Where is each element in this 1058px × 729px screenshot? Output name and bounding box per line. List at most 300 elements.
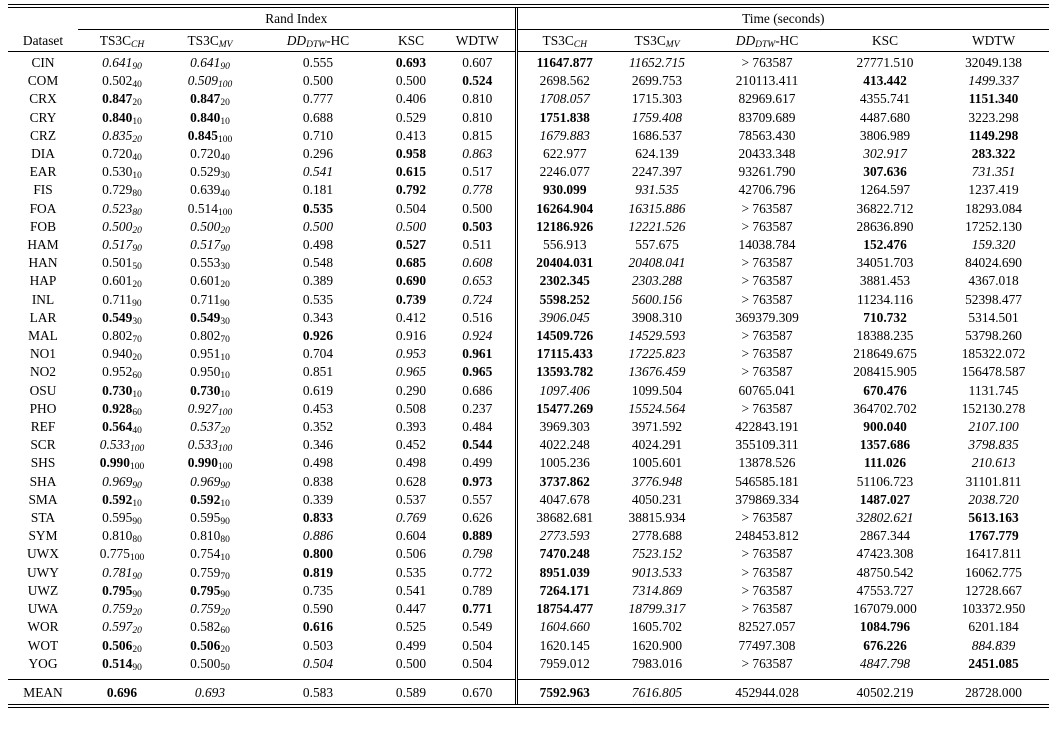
rand-index-cell: $0.720_{40}$	[190, 146, 230, 164]
time-cell: 17252.130	[965, 218, 1022, 234]
time-cell: 53798.260	[965, 328, 1022, 344]
time-cell: 7983.016	[631, 655, 683, 671]
time-cell: 42706.796	[738, 182, 796, 198]
rand-index-cell: 0.541	[395, 582, 427, 598]
dataset-name: UWZ	[27, 582, 59, 598]
time-cell: 13593.782	[516, 363, 612, 381]
time-cell: 931.535	[635, 182, 679, 198]
time-cell: 11647.877	[516, 52, 612, 73]
dataset-name: PHO	[29, 400, 57, 416]
dataset-name: CRY	[29, 109, 57, 125]
time-cell: 12728.667	[965, 582, 1022, 598]
rand-index-cell: 0.772	[462, 564, 493, 580]
rand-index-cell: $0.506_{20}$	[190, 637, 230, 655]
rand-index-cell: 0.590	[302, 601, 334, 617]
time-cell: 4050.231	[631, 491, 683, 507]
time-cell: > 763587	[741, 564, 793, 580]
dataset-name: MAL	[28, 328, 58, 344]
dataset-name: INL	[31, 291, 55, 307]
header-time-dd-dtw-hc: $DD_{DTW}-HC$	[735, 33, 799, 50]
time-cell: 302.917	[863, 146, 907, 162]
group-header-rand-index: Rand Index	[78, 8, 516, 30]
rand-index-cell: 0.296	[302, 146, 334, 162]
rand-index-cell: 0.838	[302, 473, 334, 489]
rand-index-cell: 0.863	[462, 146, 493, 162]
mean-cell: 7592.963	[516, 679, 612, 704]
time-cell: 307.636	[863, 164, 907, 180]
time-cell: 900.040	[863, 419, 907, 435]
time-cell: > 763587	[741, 273, 793, 289]
rand-index-cell: $0.641_{90}$	[190, 55, 230, 72]
dataset-name: NO1	[29, 346, 57, 362]
table-row	[8, 72, 1049, 90]
time-cell: 3969.303	[516, 418, 612, 436]
rand-index-cell: $0.537_{20}$	[190, 419, 230, 437]
rand-index-cell: 0.529	[395, 109, 427, 125]
rand-index-cell: $0.927_{100}$	[187, 400, 233, 418]
table-row	[8, 254, 1049, 272]
mean-row	[8, 679, 1049, 704]
rand-index-cell: 0.628	[395, 473, 427, 489]
rand-index-cell: 0.607	[462, 55, 493, 70]
rand-index-cell: 0.503	[462, 218, 493, 234]
rand-index-cell: 0.735	[302, 582, 334, 598]
rand-index-cell: 0.771	[462, 601, 493, 617]
rand-index-cell: 0.511	[462, 237, 493, 253]
time-cell: 355109.311	[735, 437, 799, 453]
mean-cell: 0.696	[106, 684, 138, 700]
rand-index-cell: $0.847_{20}$	[190, 91, 230, 109]
rand-index-cell: $0.845_{100}$	[187, 127, 233, 145]
time-cell: 13676.459	[628, 364, 686, 380]
table-row	[8, 600, 1049, 618]
time-cell: 1686.537	[631, 127, 683, 143]
time-cell: 16062.775	[965, 564, 1022, 580]
time-cell: 1357.686	[859, 437, 911, 453]
time-cell: > 763587	[741, 328, 793, 344]
rand-index-cell: 0.953	[395, 346, 427, 362]
rand-index-cell: 0.484	[462, 419, 493, 435]
table-row	[8, 655, 1049, 673]
time-cell: 4355.741	[859, 91, 911, 107]
time-cell: 18799.317	[628, 601, 686, 617]
rand-index-cell: 0.685	[395, 255, 427, 271]
table-row	[8, 272, 1049, 290]
time-cell: 1487.027	[859, 491, 911, 507]
rand-index-cell: 0.544	[462, 437, 493, 453]
time-cell: 3881.453	[859, 273, 911, 289]
rand-index-cell: $0.840_{10}$	[190, 109, 230, 127]
time-cell: 210113.411	[735, 73, 799, 89]
rand-index-cell: $0.501_{50}$	[102, 255, 142, 273]
rand-index-cell: 0.690	[395, 273, 427, 289]
time-cell: 210.613	[971, 455, 1016, 471]
table-row	[8, 236, 1049, 254]
dataset-name: FOA	[29, 200, 57, 216]
time-cell: 4047.678	[516, 491, 612, 509]
time-cell: 3776.948	[631, 473, 683, 489]
time-cell: 1499.337	[968, 73, 1019, 89]
rand-index-cell: $0.951_{10}$	[190, 346, 230, 364]
time-cell: 4847.798	[859, 655, 911, 671]
time-cell: 111.026	[863, 455, 907, 471]
time-cell: 3908.310	[631, 309, 683, 325]
rand-index-cell: $0.530_{10}$	[102, 164, 142, 182]
time-cell: 3737.862	[516, 473, 612, 491]
rand-index-cell: 0.819	[302, 564, 334, 580]
rand-index-cell: 0.525	[395, 619, 427, 635]
rand-index-cell: 0.499	[395, 637, 427, 653]
rand-index-cell: 0.517	[462, 164, 493, 180]
time-cell: > 763587	[741, 346, 793, 362]
rand-index-cell: 0.453	[302, 400, 334, 416]
rand-index-cell: 0.792	[395, 182, 427, 198]
rand-index-cell: $0.711_{90}$	[102, 291, 142, 309]
dataset-name: SCR	[30, 437, 56, 453]
mean-label: MEAN	[23, 684, 63, 700]
time-cell: 248453.812	[735, 528, 799, 544]
rand-index-cell: $0.759_{20}$	[190, 601, 230, 619]
time-cell: 185322.072	[961, 346, 1026, 362]
bottom-rule-2	[8, 707, 1049, 708]
rand-index-cell: $0.754_{10}$	[190, 546, 230, 564]
rand-index-cell: $0.969_{90}$	[102, 473, 142, 491]
time-cell: 32049.138	[965, 55, 1022, 70]
rand-index-cell: $0.810_{80}$	[102, 528, 142, 546]
time-cell: 3971.592	[631, 419, 683, 435]
time-cell: 47423.308	[856, 546, 914, 562]
time-cell: 1604.660	[516, 618, 612, 636]
time-cell: 1751.838	[516, 109, 612, 127]
table-row	[8, 345, 1049, 363]
rand-index-cell: 0.508	[395, 400, 427, 416]
time-cell: 78563.430	[738, 127, 796, 143]
rand-index-cell: $0.795_{90}$	[102, 582, 142, 600]
time-cell: 1084.796	[859, 619, 911, 635]
rand-index-cell: 0.524	[462, 73, 493, 89]
rand-index-cell: 0.535	[302, 200, 334, 216]
rand-index-cell: 0.710	[302, 127, 334, 143]
rand-index-cell: 0.851	[302, 364, 334, 380]
header-time-ksc: KSC	[871, 33, 899, 48]
rand-index-cell: $0.549_{30}$	[102, 309, 142, 327]
time-cell: 152.476	[863, 237, 907, 253]
time-cell: 2107.100	[968, 419, 1019, 435]
mean-cell: 0.589	[395, 684, 427, 700]
time-cell: 731.351	[971, 164, 1016, 180]
time-cell: 15524.564	[628, 400, 686, 416]
rand-index-cell: $0.514_{90}$	[102, 655, 142, 673]
time-cell: 7959.012	[516, 655, 612, 673]
rand-index-cell: 0.815	[462, 127, 493, 143]
rand-index-cell: $0.564_{40}$	[102, 419, 142, 437]
rand-index-cell: $0.940_{20}$	[102, 346, 142, 364]
time-cell: 2699.753	[631, 73, 683, 89]
rand-index-cell: $0.582_{60}$	[190, 619, 230, 637]
time-cell: 1151.340	[968, 91, 1019, 107]
header-time-ts3c-mv: $TS3C_{MV}$	[634, 33, 680, 50]
time-cell: 82969.617	[738, 91, 796, 107]
time-cell: 1759.408	[631, 109, 683, 125]
time-cell: 36822.712	[856, 200, 914, 216]
dataset-name: HAP	[29, 273, 57, 289]
time-cell: 1264.597	[859, 182, 911, 198]
time-cell: 84024.690	[965, 255, 1022, 271]
rand-index-cell: $0.990_{100}$	[187, 455, 233, 473]
table-row	[8, 200, 1049, 218]
rand-index-cell: 0.810	[462, 91, 493, 107]
rand-index-cell: $0.847_{20}$	[102, 91, 142, 109]
rand-index-cell: $0.729_{80}$	[102, 182, 142, 200]
mean-cell: 7616.805	[631, 684, 683, 700]
rand-index-cell: $0.500_{50}$	[190, 655, 230, 673]
time-cell: 2698.562	[516, 72, 612, 90]
rand-index-cell: 0.769	[395, 510, 427, 526]
rand-index-cell: 0.412	[395, 309, 427, 325]
time-cell: 32802.621	[856, 510, 914, 526]
time-cell: 8951.039	[516, 564, 612, 582]
rand-index-cell: $0.759_{70}$	[190, 564, 230, 582]
rand-index-cell: $0.990_{100}$	[99, 455, 145, 473]
rand-index-cell: $0.810_{80}$	[190, 528, 230, 546]
rand-index-cell: $0.595_{90}$	[102, 510, 142, 528]
rand-index-cell: $0.517_{90}$	[102, 237, 142, 255]
time-cell: 2247.397	[631, 164, 683, 180]
time-cell: > 763587	[741, 546, 793, 562]
rand-index-cell: 0.789	[462, 582, 493, 598]
time-cell: 152130.278	[961, 400, 1026, 416]
time-cell: > 763587	[741, 655, 793, 671]
rand-index-cell: 0.810	[462, 109, 493, 125]
rand-index-cell: 0.800	[302, 546, 334, 562]
time-cell: 556.913	[516, 236, 612, 254]
rand-index-cell: 0.500	[395, 73, 427, 89]
time-cell: 3806.989	[859, 127, 911, 143]
rand-index-cell: $0.601_{20}$	[190, 273, 230, 291]
rand-index-cell: $0.592_{10}$	[190, 491, 230, 509]
table-row	[8, 127, 1049, 145]
time-cell: 2451.085	[968, 655, 1019, 671]
time-cell: 13878.526	[738, 455, 796, 471]
rand-index-cell: $0.840_{10}$	[102, 109, 142, 127]
time-cell: 77497.308	[738, 637, 796, 653]
rand-index-cell: $0.639_{40}$	[190, 182, 230, 200]
rand-index-cell: 0.498	[395, 455, 427, 471]
rand-index-cell: 0.626	[462, 510, 493, 526]
rand-index-cell: 0.500	[395, 218, 427, 234]
rand-index-cell: 0.346	[302, 437, 334, 453]
time-cell: 51106.723	[856, 473, 914, 489]
rand-index-cell: $0.802_{70}$	[190, 328, 230, 346]
bottom-rule	[8, 704, 1049, 705]
time-cell: 16315.886	[628, 200, 686, 216]
time-cell: 4367.018	[968, 273, 1019, 289]
time-cell: 156478.587	[961, 364, 1026, 380]
table-row	[8, 52, 1049, 73]
table-row	[8, 454, 1049, 472]
time-cell: 16417.811	[965, 546, 1022, 562]
table-row	[8, 382, 1049, 400]
table-row	[8, 436, 1049, 454]
table-row	[8, 637, 1049, 655]
time-cell: 4487.680	[859, 109, 911, 125]
time-cell: 14509.726	[516, 327, 612, 345]
rand-index-cell: $0.781_{90}$	[102, 564, 142, 582]
rand-index-cell: $0.500_{20}$	[190, 218, 230, 236]
mean-cell: 28728.000	[965, 684, 1022, 700]
table-row	[8, 363, 1049, 381]
time-cell: 369379.309	[735, 309, 799, 325]
rand-index-cell: 0.500	[462, 200, 493, 216]
rand-index-cell: 0.393	[395, 419, 427, 435]
time-cell: 7470.248	[516, 545, 612, 563]
dataset-name: LAR	[29, 309, 57, 325]
header-wdtw: WDTW	[455, 33, 499, 48]
mean-cell: 452944.028	[735, 684, 799, 700]
time-cell: 93261.790	[738, 164, 796, 180]
time-cell: 413.442	[863, 73, 907, 89]
dataset-name: WOR	[27, 619, 59, 635]
time-cell: 31101.811	[965, 473, 1022, 489]
rand-index-cell: 0.958	[395, 146, 427, 162]
time-cell: 27771.510	[856, 55, 914, 70]
header-ksc: KSC	[397, 33, 425, 48]
rand-index-cell: 0.452	[395, 437, 427, 453]
time-cell: > 763587	[741, 582, 793, 598]
rand-index-cell: 0.535	[302, 291, 334, 307]
time-cell: 48750.542	[856, 564, 914, 580]
rand-index-cell: $0.549_{30}$	[190, 309, 230, 327]
rand-index-cell: $0.592_{10}$	[102, 491, 142, 509]
time-cell: 82527.057	[738, 619, 796, 635]
rand-index-cell: 0.616	[302, 619, 334, 635]
time-cell: 2303.288	[631, 273, 683, 289]
rand-index-cell: $0.533_{100}$	[187, 437, 233, 455]
table-row	[8, 491, 1049, 509]
time-cell: 208415.905	[853, 364, 917, 380]
dataset-name: YOG	[28, 655, 58, 671]
rand-index-cell: $0.517_{90}$	[190, 237, 230, 255]
time-cell: 83709.689	[738, 109, 796, 125]
rand-index-cell: 0.506	[395, 546, 427, 562]
time-cell: 11652.715	[629, 55, 685, 70]
time-cell: 5314.501	[968, 309, 1019, 325]
table-row	[8, 618, 1049, 636]
time-cell: 7264.171	[516, 582, 612, 600]
rand-index-cell: $0.529_{30}$	[190, 164, 230, 182]
time-cell: 1005.236	[516, 454, 612, 472]
time-cell: 379869.334	[735, 491, 799, 507]
table-row	[8, 473, 1049, 491]
top-rule	[8, 4, 1049, 5]
dataset-name: CIN	[31, 55, 55, 70]
rand-index-cell: $0.950_{10}$	[190, 364, 230, 382]
rand-index-cell: 0.500	[302, 218, 334, 234]
rand-index-cell: 0.499	[462, 455, 493, 471]
time-cell: 670.476	[863, 382, 907, 398]
rand-index-cell: 0.916	[395, 328, 427, 344]
time-cell: > 763587	[741, 255, 793, 271]
rand-index-cell: $0.775_{100}$	[99, 546, 145, 564]
rand-index-cell: 0.500	[302, 73, 334, 89]
table-row	[8, 309, 1049, 327]
time-cell: > 763587	[741, 55, 793, 70]
dataset-name: STA	[30, 510, 56, 526]
time-cell: 1679.883	[516, 127, 612, 145]
time-cell: 1131.745	[968, 382, 1019, 398]
time-cell: 38815.934	[628, 510, 686, 526]
rand-index-cell: $0.969_{90}$	[190, 473, 230, 491]
rand-index-cell: 0.549	[462, 619, 493, 635]
rand-index-cell: $0.641_{90}$	[102, 55, 142, 72]
group-header-row	[8, 8, 1049, 30]
rand-index-cell: 0.833	[302, 510, 334, 526]
rand-index-cell: 0.343	[302, 309, 334, 325]
time-cell: 1708.057	[516, 90, 612, 108]
time-cell: 11234.116	[857, 291, 913, 307]
rand-index-cell: 0.504	[302, 655, 334, 671]
header-time-ts3c-ch: $TS3C_{CH}$	[516, 30, 612, 52]
dataset-name: UWX	[27, 546, 59, 562]
time-cell: 14529.593	[628, 328, 686, 344]
time-cell: 364702.702	[853, 400, 917, 416]
dataset-name: CRZ	[29, 127, 57, 143]
rand-index-cell: 0.413	[395, 127, 427, 143]
rand-index-cell: 0.504	[395, 200, 427, 216]
time-cell: 9013.533	[631, 564, 683, 580]
rand-index-cell: 0.535	[395, 564, 427, 580]
header-ts3c-ch: $TS3C_{CH}$	[99, 33, 145, 50]
rand-index-cell: 0.498	[302, 455, 334, 471]
time-cell: 5613.163	[968, 510, 1019, 526]
rand-index-cell: $0.509_{100}$	[187, 73, 233, 91]
table-row	[8, 109, 1049, 127]
time-cell: > 763587	[741, 510, 793, 526]
time-cell: 38682.681	[516, 509, 612, 527]
mean-cell: 0.693	[194, 684, 226, 700]
rand-index-cell: 0.237	[462, 400, 493, 416]
rand-index-cell: 0.555	[302, 55, 334, 70]
header-ts3c-mv: $TS3C_{MV}$	[187, 33, 233, 50]
time-cell: 12221.526	[628, 218, 686, 234]
rand-index-cell: 0.965	[462, 364, 493, 380]
rand-index-cell: 0.548	[302, 255, 334, 271]
time-cell: 6201.184	[968, 619, 1019, 635]
dataset-name: FOB	[29, 218, 57, 234]
time-cell: 167079.000	[853, 601, 917, 617]
rand-index-cell: 0.527	[395, 237, 427, 253]
results-table-figure	[8, 4, 1049, 708]
time-cell: 422843.191	[735, 419, 799, 435]
rand-index-cell: 0.339	[302, 491, 334, 507]
table-row	[8, 181, 1049, 199]
rand-index-cell: $0.500_{20}$	[102, 218, 142, 236]
time-cell: 20408.041	[628, 255, 686, 271]
rand-index-cell: $0.502_{40}$	[102, 73, 142, 91]
rand-index-cell: 0.926	[302, 328, 334, 344]
header-time-wdtw: WDTW	[971, 33, 1016, 48]
rand-index-cell: $0.553_{30}$	[190, 255, 230, 273]
rand-index-cell: 0.704	[302, 346, 334, 362]
time-cell: 18754.477	[516, 600, 612, 618]
time-cell: 2867.344	[859, 528, 911, 544]
group-header-time: Time (seconds)	[516, 8, 1049, 30]
table-row	[8, 527, 1049, 545]
table-row	[8, 327, 1049, 345]
rand-index-cell: 0.608	[462, 255, 493, 271]
rand-index-cell: 0.389	[302, 273, 334, 289]
time-cell: > 763587	[741, 601, 793, 617]
